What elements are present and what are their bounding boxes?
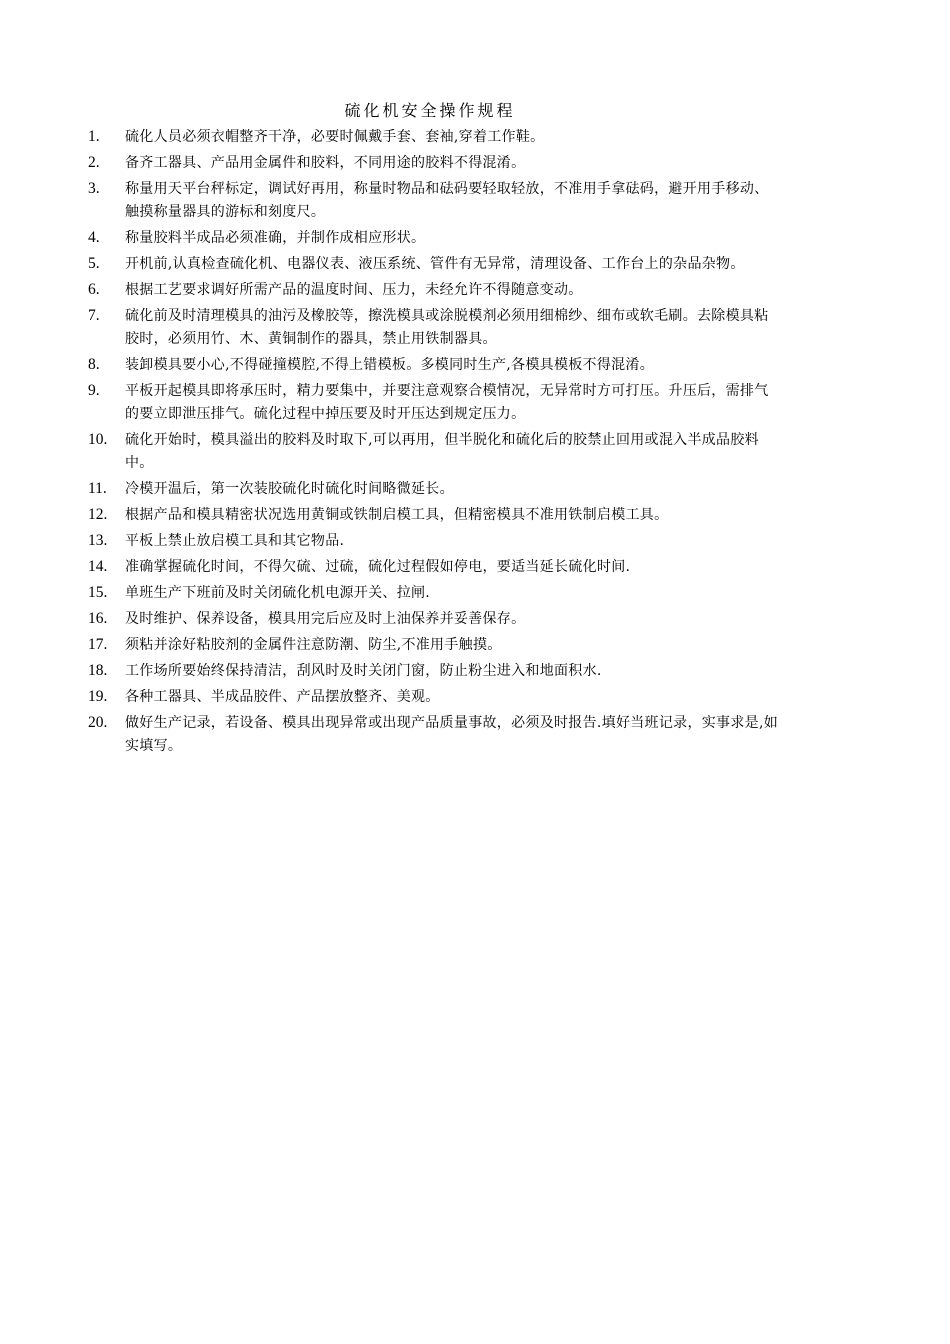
rule-number: 9. <box>88 382 100 399</box>
rule-text: 根据工艺要求调好所需产品的温度时间、压力，未经允许不得随意变动。 <box>125 282 583 298</box>
rule-number: 20. <box>88 714 108 731</box>
rule-text: 工作场所要始终保持清洁，刮风时及时关闭门窗，防止粉尘进入和地面积水. <box>125 663 602 679</box>
rule-text: 单班生产下班前及时关闭硫化机电源开关、拉闸. <box>125 585 431 601</box>
rule-text: 称量胶料半成品必须准确，并制作成相应形状。 <box>125 230 426 246</box>
rule-number: 8. <box>88 356 100 373</box>
rule-item-15 <box>88 582 778 605</box>
rule-item-18 <box>88 660 778 683</box>
rule-number: 19. <box>88 688 108 705</box>
rule-number: 12. <box>88 506 108 523</box>
rule-text: 做好生产记录，若设备、模具出现异常或出现产品质量事故，必须及时报告.填好当班记录，实事求是,如实填写。 <box>125 715 778 754</box>
rule-text: 及时维护、保养设备，模具用完后应及时上油保养并妥善保存。 <box>125 611 526 627</box>
rule-text: 开机前,认真检查硫化机、电器仪表、液压系统、管件有无异常，清理设备、工作台上的杂品杂物。 <box>125 256 745 272</box>
rule-number: 1. <box>88 128 100 145</box>
rule-text: 装卸模具要小心,不得碰撞模腔,不得上错模板。多模同时生产,各模具模板不得混淆。 <box>125 357 655 373</box>
rule-number: 7. <box>88 307 100 324</box>
rule-item-13 <box>88 530 778 553</box>
rule-item-9 <box>88 380 778 426</box>
rule-number: 6. <box>88 281 100 298</box>
rule-text: 硫化前及时清理模具的油污及橡胶等，擦洗模具或涂脱模剂必须用细棉纱、细布或软毛刷。去除模具粘胶时，必须用竹、木、黄铜制作的器具，禁止用铁制器具。 <box>125 308 769 347</box>
rule-number: 2. <box>88 154 100 171</box>
rule-text: 平板上禁止放启模工具和其它物品. <box>125 533 345 549</box>
document-title: 硫化机安全操作规程 <box>344 101 516 120</box>
rule-text: 平板开起模具即将承压时，精力要集中，并要注意观察合模情况，无异常时方可打压。升压后，需排气的要立即泄压排气。硫化过程中掉压要及时开压达到规定压力。 <box>125 383 769 422</box>
rule-text: 硫化开始时，模具溢出的胶料及时取下,可以再用，但半脱化和硫化后的胶禁止回用或混入半成品胶料中。 <box>125 432 759 471</box>
rule-item-5 <box>88 253 778 276</box>
rule-item-11 <box>88 478 778 501</box>
rule-number: 3. <box>88 180 100 197</box>
rule-number: 14. <box>88 558 108 575</box>
rule-text: 冷模开温后，第一次装胶硫化时硫化时间略微延长。 <box>125 481 454 497</box>
rule-item-10 <box>88 429 778 475</box>
rule-item-6 <box>88 279 778 302</box>
rule-item-17 <box>88 634 778 657</box>
rule-text: 准确掌握硫化时间，不得欠硫、过硫，硫化过程假如停电，要适当延长硫化时间. <box>125 559 631 575</box>
rule-item-16 <box>88 608 778 631</box>
rule-item-19 <box>88 686 778 709</box>
rule-number: 17. <box>88 636 108 653</box>
rule-number: 16. <box>88 610 108 627</box>
rule-text: 备齐工器具、产品用金属件和胶料，不同用途的胶料不得混淆。 <box>125 155 526 171</box>
rule-item-4 <box>88 227 778 250</box>
rule-item-3 <box>88 178 778 224</box>
rule-number: 13. <box>88 532 108 549</box>
rule-number: 10. <box>88 431 108 448</box>
rule-text: 硫化人员必须衣帽整齐干净，必要时佩戴手套、套袖,穿着工作鞋。 <box>125 129 545 145</box>
rule-number: 18. <box>88 662 108 679</box>
rule-item-14 <box>88 556 778 579</box>
rule-number: 5. <box>88 255 100 272</box>
rule-item-12 <box>88 504 778 527</box>
rule-item-8 <box>88 354 778 377</box>
rules-list <box>88 126 778 761</box>
rule-item-20 <box>88 712 778 758</box>
rule-item-1 <box>88 126 778 149</box>
rule-text: 须粘并涂好粘胶剂的金属件注意防潮、防尘,不准用手触摸。 <box>125 637 502 653</box>
rule-text: 各种工器具、半成品胶件、产品摆放整齐、美观。 <box>125 689 440 705</box>
rule-number: 15. <box>88 584 108 601</box>
rule-number: 11. <box>88 480 107 497</box>
rule-item-2 <box>88 152 778 175</box>
rule-text: 称量用天平台秤标定，调试好再用，称量时物品和砝码要轻取轻放，不准用手拿砝码，避开用手移动、触摸称量器具的游标和刻度尺。 <box>125 181 769 220</box>
rule-number: 4. <box>88 229 100 246</box>
rule-item-7 <box>88 305 778 351</box>
rule-text: 根据产品和模具精密状况选用黄铜或铁制启模工具，但精密模具不准用铁制启模工具。 <box>125 507 669 523</box>
